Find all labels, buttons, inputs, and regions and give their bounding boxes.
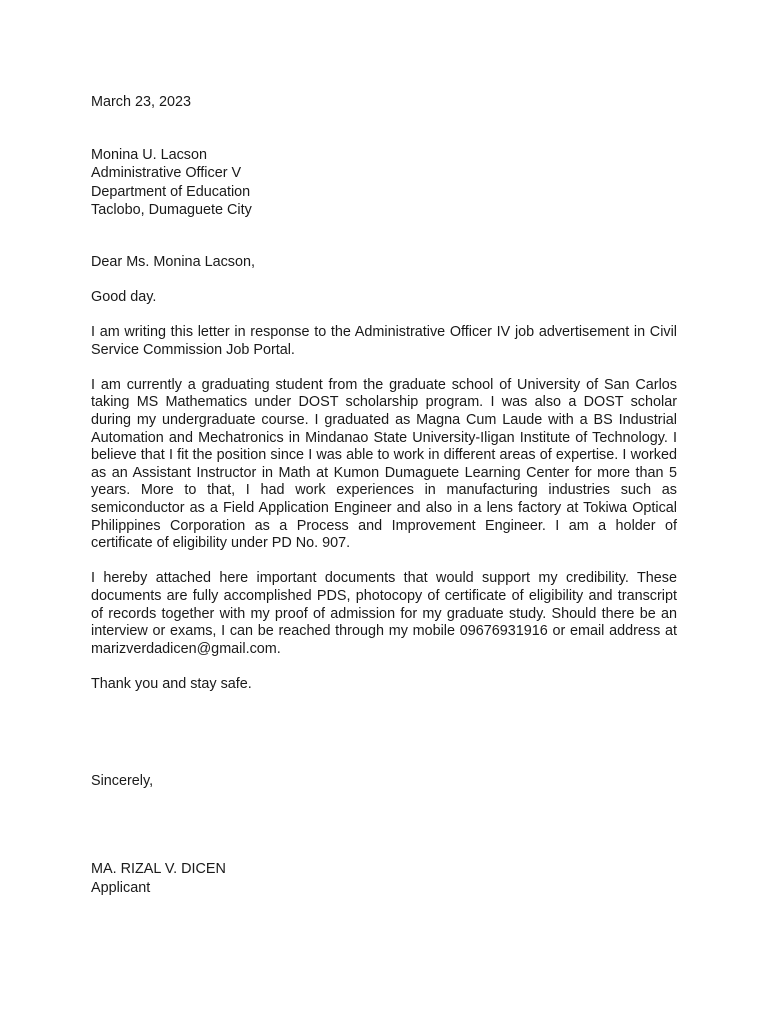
letter-page bbox=[91, 0, 677, 1024]
sender-role: Applicant bbox=[91, 879, 151, 896]
letter-body bbox=[91, 254, 677, 711]
thanks-line: Thank you and stay safe. bbox=[91, 675, 252, 692]
body-paragraph: I am currently a graduating student from the graduate school of University of San Carlos taking MS Mathematics under DOST scholarship program. I was also a DOST scholar during my undergraduate course. I graduated as Magna Cum Laude with a BS Industrial Automation and Mechatronics in Mindanao State University-Iligan Institute of Technology. I believe that I fit the position since I was able to work in different areas of expertise. I worked as an Assistant Instructor in Math at Kumon Dumaguete Learning Center for more than 5 years. More to that, I had work experiences in manufacturing industries such as semiconductor as a Field Application Engineer and also in a lens factory at Tokiwa Optical Philippines Corporation as a Process and Improvement Engineer. I am a holder of certificate of eligibility under PD No. 907. bbox=[91, 376, 677, 552]
recipient-address-block bbox=[91, 146, 252, 219]
greeting: Good day. bbox=[91, 289, 157, 306]
closing: Sincerely, bbox=[91, 773, 154, 789]
recipient-title: Administrative Officer V bbox=[91, 165, 242, 182]
recipient-name: Monina U. Lacson bbox=[91, 147, 207, 163]
body-paragraph: I hereby attached here important documents that would support my credibility. These documents are fully accomplished PDS, photocopy of certificate of eligibility and transcript of records together with my proof of admission for my graduate study. Should there be an interview or exams, I can be reached through my mobile 09676931916 or email address at marizverdadicen@gmail.com. bbox=[91, 570, 677, 657]
recipient-address: Taclobo, Dumaguete City bbox=[91, 201, 252, 218]
sender-name: MA. RIZAL V. DICEN bbox=[91, 861, 226, 877]
salutation: Dear Ms. Monina Lacson, bbox=[91, 254, 255, 270]
signature-block bbox=[91, 860, 226, 897]
body-paragraph: I am writing this letter in response to the Administrative Officer IV job advertisement in Civil Service Commission Job Portal. bbox=[91, 324, 677, 358]
recipient-organization: Department of Education bbox=[91, 183, 251, 200]
letter-date: March 23, 2023 bbox=[91, 94, 191, 110]
